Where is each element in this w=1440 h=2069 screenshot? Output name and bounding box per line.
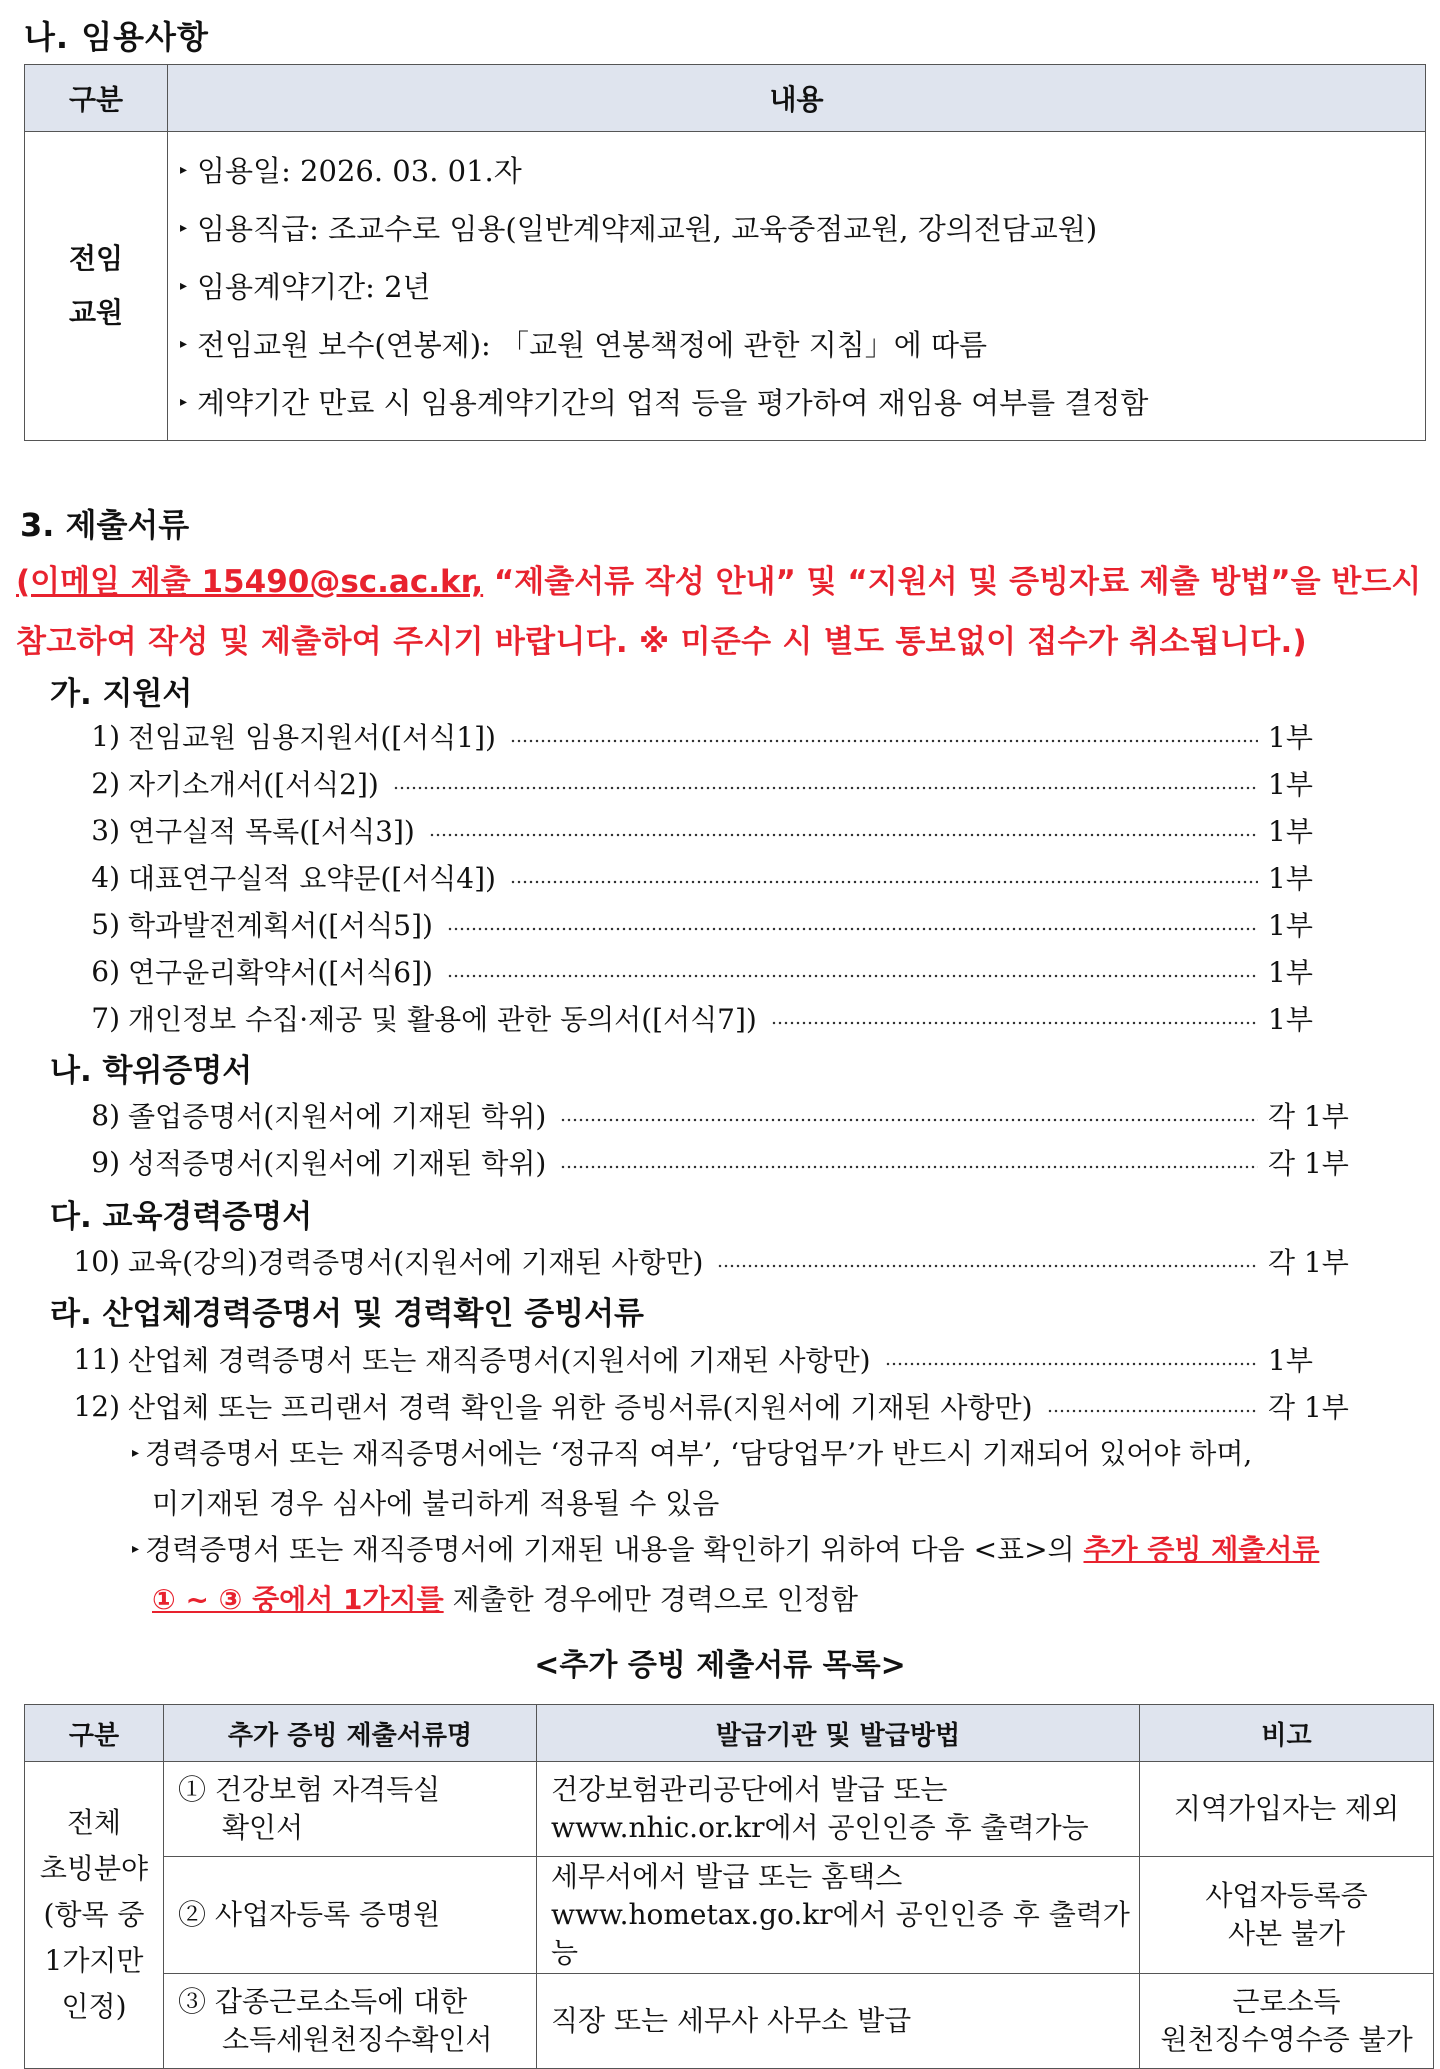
section-title-documents: 3. 제출서류 [20, 506, 190, 544]
triangle-bullet-icon: ▸ [180, 162, 188, 178]
bullet-text: 임용직급: 조교수로 임용(일반계약제교원, 교육중점교원, 강의전담교원) [197, 212, 1098, 246]
list-item [80, 901, 1360, 947]
item-count: 1부 [1268, 721, 1313, 754]
item-text: 전임교원 임용지원서([서식1]) [128, 721, 496, 754]
note-text: 경력증명서 또는 재직증명서에 기재된 내용을 확인하기 위하여 다음 <표>의 [145, 1533, 1084, 1566]
item-text: 개인정보 수집·제공 및 활용에 관한 동의서([서식7]) [128, 1003, 757, 1036]
item-text: 대표연구실적 요약문([서식4]) [128, 862, 496, 895]
appointment-table [24, 64, 1426, 441]
item-number: 3) [91, 813, 120, 847]
list-item [73, 1383, 1360, 1429]
dot-leader [717, 1264, 1258, 1268]
table-row [25, 1974, 1434, 2069]
subsection-teaching-career: 다. 교육경력증명서 [50, 1199, 313, 1235]
item-text: 연구윤리확약서([서식6]) [128, 956, 433, 989]
item-count: 각 1부 [1268, 1391, 1349, 1424]
item-text: 연구실적 목록([서식3]) [128, 815, 415, 848]
item-number: 8) [91, 1098, 120, 1132]
list-item [73, 1336, 1360, 1382]
category-line: 인정) [61, 1990, 127, 2023]
list-item [80, 948, 1360, 994]
subsection-industry-career: 라. 산업체경력증명서 및 경력확인 증빙서류 [50, 1296, 644, 1332]
bullet-text: 전임교원 보수(연봉제): 「교원 연봉책정에 관한 지침」에 따름 [197, 328, 988, 362]
remark-text: 근로소득 [1232, 1985, 1341, 2018]
bullet-item [180, 374, 1409, 432]
content-cell [168, 132, 1426, 441]
remark-text: 사업자등록증 [1205, 1879, 1368, 1912]
header-issuer: 발급기관 및 발급방법 [537, 1705, 1140, 1762]
doc-name: 소득세원천징수확인서 [222, 2023, 493, 2056]
triangle-bullet-icon: ▸ [180, 394, 188, 410]
dot-leader [885, 1362, 1258, 1366]
item-number: 12) [73, 1389, 120, 1423]
header-doc-name: 추가 증빙 제출서류명 [164, 1705, 537, 1762]
item-text: 학과발전계획서([서식5]) [128, 909, 433, 942]
item-count: 각 1부 [1268, 1147, 1349, 1180]
remark-cell [1140, 1762, 1434, 1857]
table-row [25, 1857, 1434, 1974]
triangle-bullet-icon: ▸ [132, 1444, 140, 1461]
item-number: 11) [73, 1342, 120, 1376]
submission-notice [16, 552, 1428, 672]
issuer-cell [537, 1974, 1140, 2069]
list-item [80, 807, 1360, 853]
category-line: 1가지만 [44, 1944, 144, 1977]
list-item [80, 854, 1360, 900]
dot-leader [560, 1165, 1258, 1169]
note-text: 미기재된 경우 심사에 불리하게 적용될 수 있음 [152, 1486, 720, 1520]
header-category: 구분 [25, 65, 168, 132]
issuer-text: 세무서에서 발급 또는 홈택스 [551, 1860, 903, 1893]
item-number: 4) [91, 860, 120, 894]
item-count: 1부 [1268, 956, 1313, 989]
item-number: 1) [91, 719, 120, 753]
bullet-item [180, 200, 1409, 258]
item-number: 10) [73, 1244, 120, 1278]
table-row [25, 132, 1426, 441]
issuer-text: 건강보험관리공단에서 발급 또는 [551, 1773, 948, 1806]
item-text: 졸업증명서(지원서에 기재된 학위) [128, 1100, 547, 1133]
subsection-application: 가. 지원서 [50, 676, 193, 712]
list-item [80, 760, 1360, 806]
category-line: 전체 [66, 1806, 122, 1839]
category-cell [25, 1762, 164, 2069]
note-additional-evidence [132, 1526, 1432, 1624]
dot-leader [510, 880, 1258, 884]
triangle-bullet-icon: ▸ [180, 220, 188, 236]
dot-leader [510, 739, 1258, 743]
evidence-table-caption: <추가 증빙 제출서류 목록> [534, 1648, 906, 1683]
remark-cell [1140, 1974, 1434, 2069]
table-header-row [25, 65, 1426, 132]
category-line: (항목 중 [43, 1898, 145, 1931]
note-career-certificate [132, 1430, 1432, 1528]
item-text: 산업체 또는 프리랜서 경력 확인을 위한 증빙서류(지원서에 기재된 사항만) [128, 1391, 1033, 1424]
doc-name: ③ 갑종근로소득에 대한 [178, 1985, 468, 2018]
triangle-bullet-icon: ▸ [132, 1540, 140, 1557]
item-count: 1부 [1268, 909, 1313, 942]
dot-leader [447, 927, 1258, 931]
bullet-item [180, 142, 1409, 200]
doc-name: ② 사업자등록 증명원 [178, 1898, 441, 1931]
dot-leader [771, 1021, 1258, 1025]
notice-email: (이메일 제출 15490@sc.ac.kr, [16, 564, 484, 600]
note-text: 제출한 경우에만 경력으로 인정함 [443, 1582, 858, 1616]
item-text: 산업체 경력증명서 또는 재직증명서(지원서에 기재된 사항만) [128, 1344, 871, 1377]
header-category: 구분 [25, 1705, 164, 1762]
item-number: 7) [91, 1001, 120, 1035]
doc-name: ① 건강보험 자격득실 [178, 1773, 441, 1806]
notice-text: 참고하여 작성 및 제출하여 주시기 바랍니다. ※ 미준수 시 별도 통보없이 접수가 취소됩니다.) [16, 624, 1308, 660]
remark-text: 원천징수영수증 불가 [1160, 2023, 1413, 2056]
issuer-text: 직장 또는 세무사 사무소 발급 [551, 2004, 912, 2037]
table-header-row [25, 1705, 1434, 1762]
bullet-text: 계약기간 만료 시 임용계약기간의 업적 등을 평가하여 재임용 여부를 결정함 [197, 386, 1149, 420]
note-highlight: 추가 증빙 제출서류 [1083, 1533, 1320, 1566]
doc-name-cell [164, 1974, 537, 2069]
dot-leader [393, 786, 1258, 790]
item-text: 성적증명서(지원서에 기재된 학위) [128, 1147, 547, 1180]
issuer-text: www.hometax.go.kr에서 공인인증 후 출력가능 [551, 1898, 1130, 1969]
dot-leader [560, 1118, 1258, 1122]
doc-name: 확인서 [222, 1811, 304, 1844]
header-content: 내용 [168, 65, 1426, 132]
category-line: 전임 [68, 242, 124, 275]
remark-text: 지역가입자는 제외 [1173, 1792, 1400, 1825]
remark-cell [1140, 1857, 1434, 1974]
notice-text: “제출서류 작성 안내” 및 “지원서 및 증빙자료 제출 방법”을 반드시 [483, 564, 1422, 600]
item-count: 각 1부 [1268, 1246, 1349, 1279]
item-number: 6) [91, 954, 120, 988]
category-line: 교원 [68, 296, 124, 329]
bullet-text: 임용계약기간: 2년 [197, 270, 431, 304]
bullet-item [180, 258, 1409, 316]
item-number: 2) [91, 766, 120, 800]
list-item [73, 1238, 1360, 1284]
list-item [80, 1139, 1360, 1185]
section-title-appointment: 나. 임용사항 [24, 18, 209, 56]
issuer-cell [537, 1762, 1140, 1857]
list-item [80, 1092, 1360, 1138]
bullet-item [180, 316, 1409, 374]
item-count: 1부 [1268, 1344, 1313, 1377]
item-count: 각 1부 [1268, 1100, 1349, 1133]
dot-leader [447, 974, 1258, 978]
item-text: 교육(강의)경력증명서(지원서에 기재된 사항만) [128, 1246, 704, 1279]
evidence-table [24, 1704, 1434, 2069]
header-remark: 비고 [1140, 1705, 1434, 1762]
item-text: 자기소개서([서식2]) [128, 768, 379, 801]
bullet-text: 임용일: 2026. 03. 01.자 [197, 154, 522, 188]
item-count: 1부 [1268, 768, 1313, 801]
category-line: 초빙분야 [39, 1852, 149, 1885]
item-number: 5) [91, 907, 120, 941]
item-count: 1부 [1268, 862, 1313, 895]
triangle-bullet-icon: ▸ [180, 336, 188, 352]
table-row [25, 1762, 1434, 1857]
remark-text: 사본 불가 [1227, 1917, 1346, 1950]
note-text: 경력증명서 또는 재직증명서에는 ‘정규직 여부’, ‘담당업무’가 반드시 기재되어 있어야 하며, [145, 1437, 1253, 1470]
list-item [80, 995, 1360, 1041]
triangle-bullet-icon: ▸ [180, 278, 188, 294]
note-highlight: ① ~ ③ 중에서 1가지를 [152, 1582, 444, 1616]
dot-leader [1047, 1409, 1259, 1413]
item-count: 1부 [1268, 815, 1313, 848]
category-cell [25, 132, 168, 441]
issuer-text: www.nhic.or.kr에서 공인인증 후 출력가능 [551, 1811, 1089, 1844]
dot-leader [429, 833, 1258, 837]
list-item [80, 713, 1360, 759]
subsection-degree: 나. 학위증명서 [50, 1053, 253, 1089]
issuer-cell [537, 1857, 1140, 1974]
doc-name-cell [164, 1857, 537, 1974]
item-count: 1부 [1268, 1003, 1313, 1036]
item-number: 9) [91, 1145, 120, 1179]
doc-name-cell [164, 1762, 537, 1857]
